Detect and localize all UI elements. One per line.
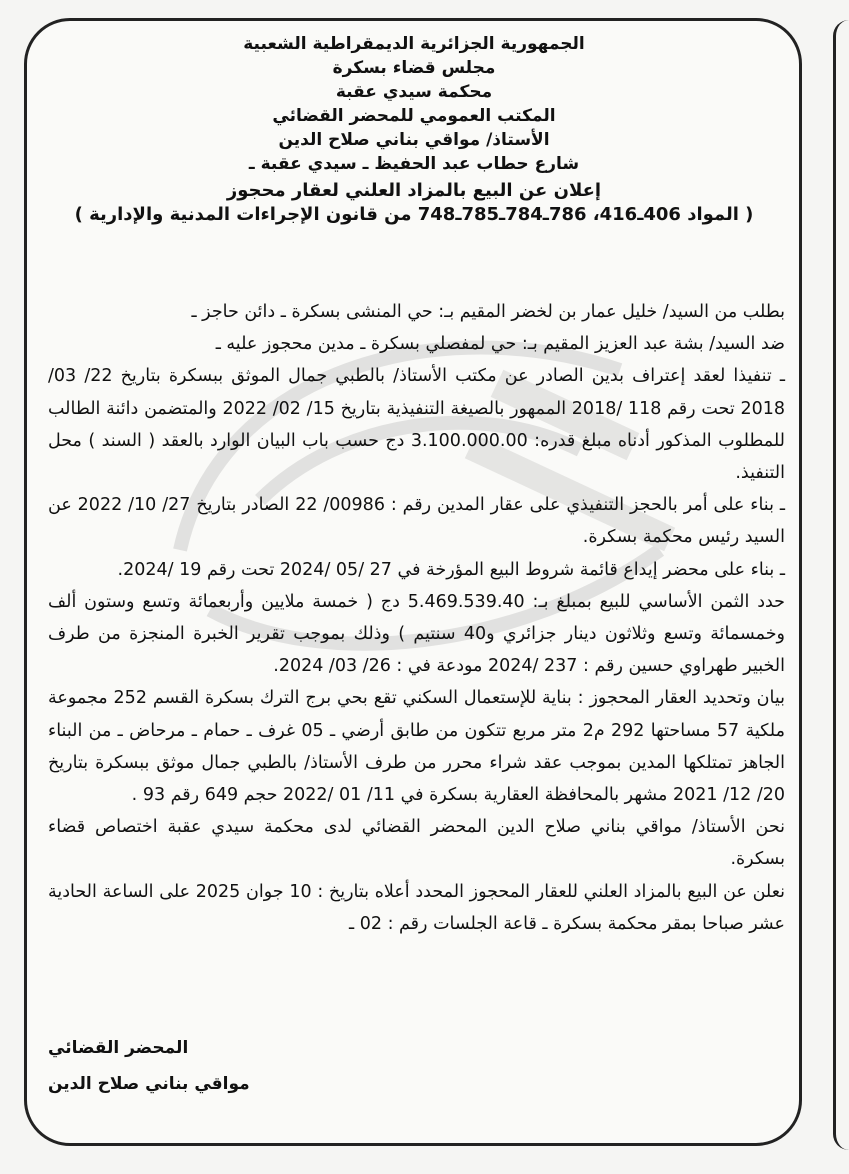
office-name: المكتب العمومي للمحضر القضائي <box>272 106 556 126</box>
signature-role: المحضر القضائي <box>48 1038 189 1058</box>
court-council: مجلس قضاء بسكرة <box>332 58 496 78</box>
court-name: محكمة سيدي عقبة <box>335 82 493 102</box>
adjacent-column-edge <box>833 20 849 1150</box>
auction-date-paragraph: نعلن عن البيع بالمزاد العلني للعقار المحجوز المحدد أعلاه بتاريخ : 10 جوان 2025 على الساعة الحادية عشر صباحا بمقر محكمة بسكرة ـ قاعة الجلسات رقم : 02 ـ <box>48 881 786 934</box>
creditor-paragraph: بطلب من السيد/ خليل عمار بن لخضر المقيم بـ: حي المنشى بسكرة ـ دائن حاجز ـ <box>191 302 785 322</box>
seizure-order-paragraph: ـ بناء على أمر بالحجز التنفيذي على عقار المدين رقم : 00986/ 22 الصادر بتاريخ 27/ 10/ 2022 عن السيد رئيس محكمة بسكرة. <box>48 495 785 548</box>
country-name: الجمهورية الجزائرية الديمقراطية الشعبية <box>243 34 585 54</box>
office-address: شارع حطاب عبد الحفيظ ـ سيدي عقبة ـ <box>248 154 580 174</box>
signature-block <box>48 1030 785 1102</box>
notice-header <box>40 32 788 227</box>
signature-name: مواقي بناني صلاح الدين <box>48 1074 250 1094</box>
conditions-paragraph: ـ بناء على محضر إيداع قائمة شروط البيع المؤرخة في 27 /05 /2024 تحت رقم 19 /2024. <box>117 559 785 580</box>
notice-body <box>48 296 785 940</box>
notice-title: إعلان عن البيع بالمزاد العلني لعقار محجوز <box>226 180 602 201</box>
base-price-paragraph: حدد الثمن الأساسي للبيع بمبلغ بـ: 5.469.539.40 دج ( خمسة ملايين وأربعمائة وتسع وستون ألف وخمسمائة وتسع وثلاثون دينار جزائري و40 سنتيم ) وذلك بموجب تقرير الخبرة المنجزة من طرف الخبير طهراوي حسين رقم : 237 /2024 مودعة في : 26/ 03/ 2024. <box>48 591 785 677</box>
legal-articles: ( المواد 406ـ416، 786ـ784ـ785ـ748 من قانون الإجراءات المدنية والإدارية ) <box>74 204 754 225</box>
execution-paragraph: ـ تنفيذا لعقد إعتراف بدين الصادر عن مكتب الأستاذ/ بالطبي جمال الموثق ببسكرة بتاريخ 22/ 03/ 2018 تحت رقم 118 /2018 الممهور بالصيغة التنفيذية بتاريخ 15/ 02/ 2022 والمتضمن دائنة الطالب للمطلوب المذكور أدناه مبلغ قدره: 3.100.000.00 دج حسب باب البيان الوارد بالعقد ( السند ) محل التنفيذ. <box>48 366 785 484</box>
bailiff-statement-paragraph: نحن الأستاذ/ مواقي بناني صلاح الدين المحضر القضائي لدى محكمة سيدي عقبة اختصاص قضاء بسكرة. <box>48 817 785 870</box>
bailiff-name: الأستاذ/ مواقي بناني صلاح الدين <box>278 130 550 150</box>
debtor-paragraph: ضد السيد/ بشة عبد العزيز المقيم بـ: حي لمفصلي بسكرة ـ مدين محجوز عليه ـ <box>215 334 785 355</box>
property-description-paragraph: بيان وتحديد العقار المحجوز : بناية للإستعمال السكني تقع بحي برج الترك بسكرة القسم 252 مجموعة ملكية 57 مساحتها 292 م2 متر مربع تتكون من طابق أرضي ـ 05 غرف ـ حمام ـ مرحاض ـ من البناء الجاهز تمتلكها المدين بموجب عقد شراء محرر من طرف الأستاذ/ بالطبي جمال موثق ببسكرة بتاريخ 20/ 12/ 2021 مشهر بالمحافظة العقارية بسكرة في 11/ 01 /2022 حجم 649 رقم 93 . <box>48 688 785 806</box>
